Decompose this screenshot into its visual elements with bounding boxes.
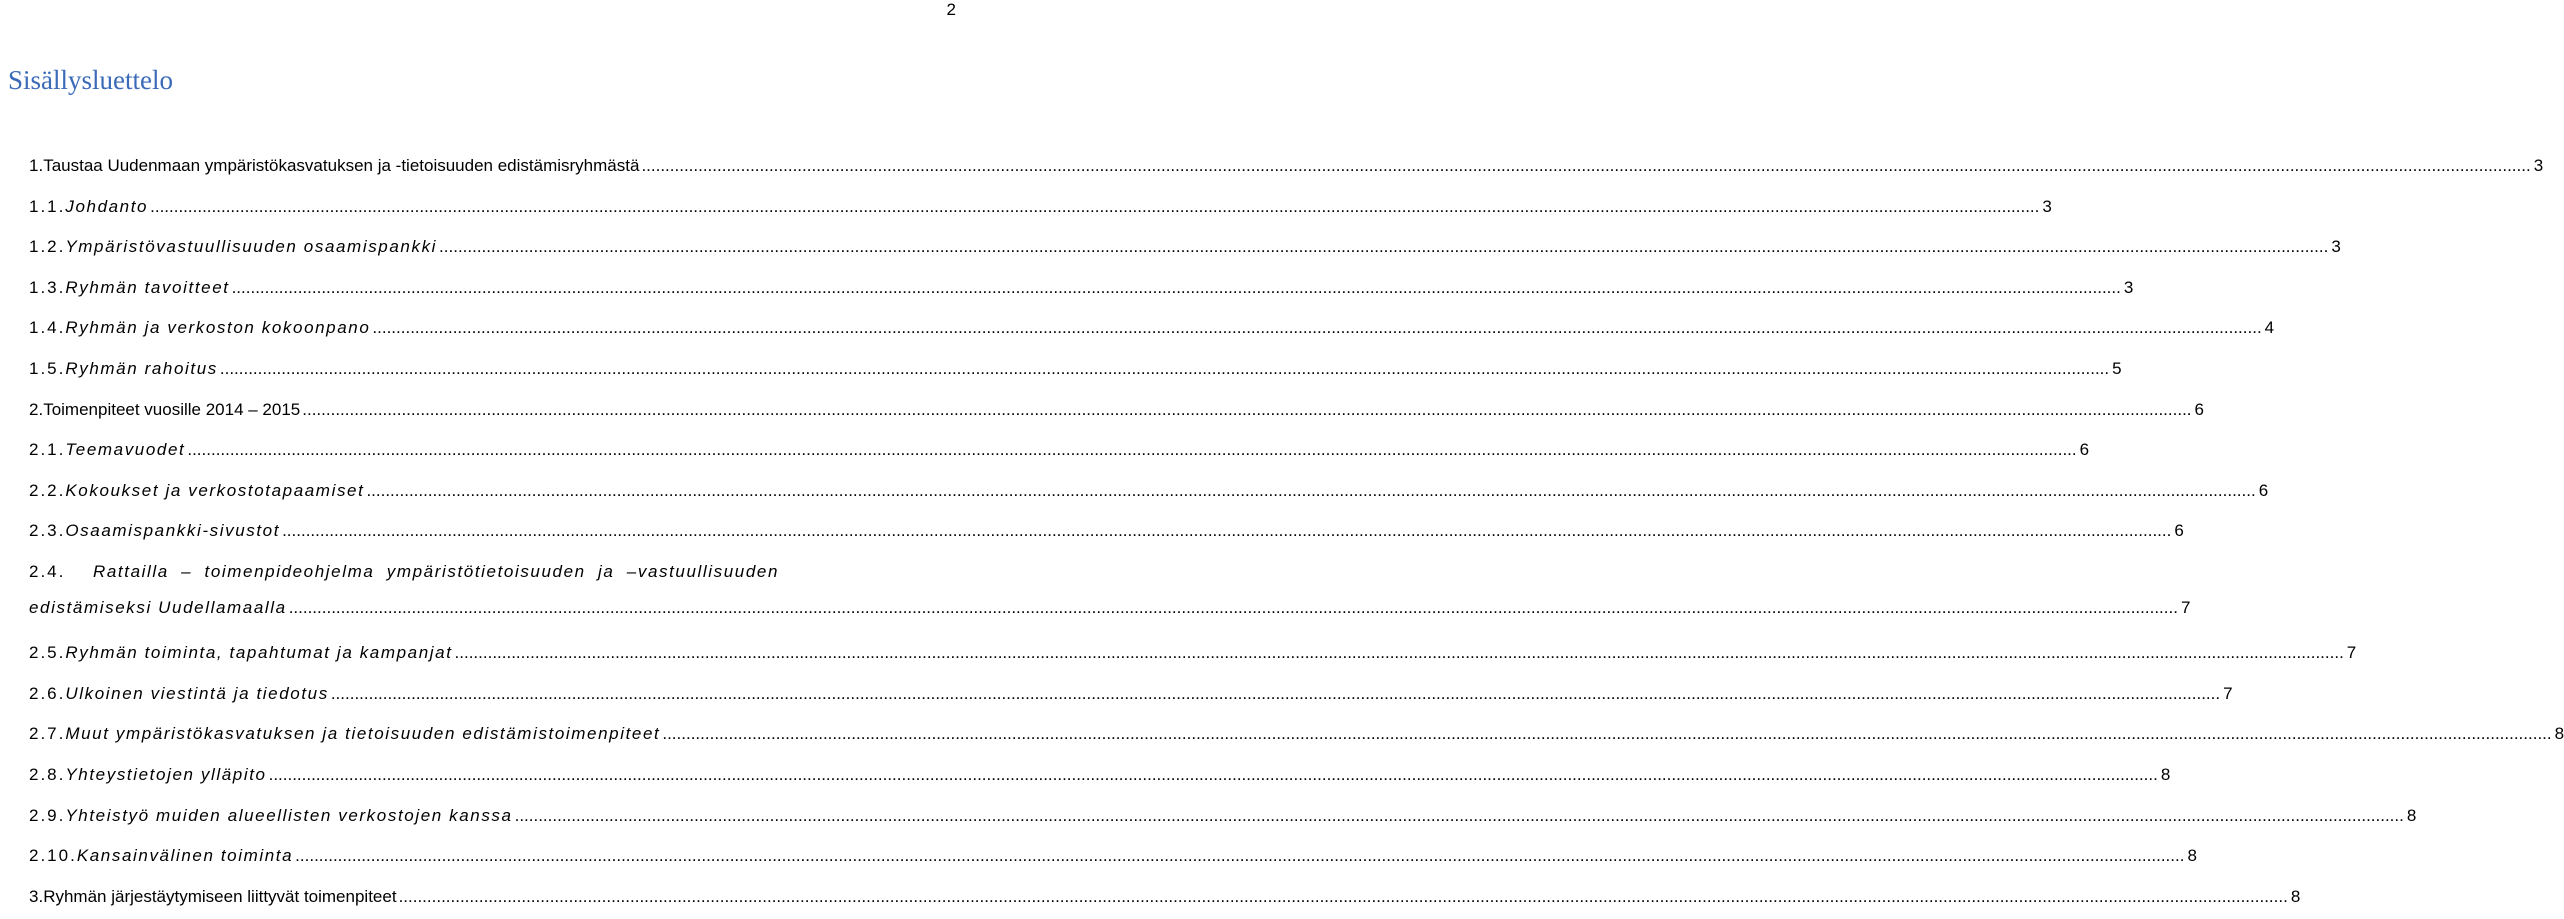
- toc-entry-page: 6: [2079, 440, 2090, 460]
- toc-entry-title: Ryhmän tavoitteet: [65, 277, 230, 297]
- toc-entry-number: 1.: [29, 156, 44, 175]
- toc-entry-page: 6: [2194, 399, 2204, 419]
- toc-entry-number: 1.5.: [29, 358, 66, 378]
- toc-entry-title: Ulkoinen viestintä ja tiedotus: [65, 683, 329, 703]
- toc-entry-1-3[interactable]: [29, 270, 2134, 311]
- toc-entry-number: 1.1.: [29, 196, 66, 216]
- toc-entry-number: 2.5.: [29, 643, 66, 663]
- toc-entry-2-1[interactable]: [29, 432, 2090, 473]
- toc-entry-1[interactable]: [29, 148, 2544, 189]
- toc-entry-2-4[interactable]: [29, 554, 2191, 635]
- toc-entry-page: 8: [2554, 724, 2564, 744]
- toc-entry-page: 3: [2533, 156, 2544, 175]
- toc-leader-dots: ................................................................................................................................................................................................................................................................................................................................................................................................................: [268, 764, 2158, 784]
- toc-leader-dots: ................................................................................................................................................................................................................................................................................................................................................................................................................: [330, 683, 2221, 703]
- toc-entry-number: 1.2.: [29, 237, 66, 257]
- toc-entry-2-10[interactable]: [29, 838, 2197, 879]
- toc-entry-number: 1.4.: [29, 318, 66, 338]
- toc-entry-page: 8: [2187, 846, 2197, 866]
- toc-entry-title: Ryhmän ja verkoston kokoonpano: [65, 318, 371, 338]
- toc-entry-number: 2.9.: [29, 805, 66, 825]
- toc-entry-title: Kansainvälinen toiminta: [76, 846, 294, 866]
- toc-entry-title: Yhteystietojen ylläpito: [65, 764, 267, 784]
- toc-entry-title: Yhteistyö muiden alueellisten verkostojen kanssa: [65, 805, 513, 825]
- toc-entry-page: 5: [2112, 358, 2122, 378]
- toc-entry-title: Ympäristövastuullisuuden osaamispankki: [65, 237, 438, 257]
- toc-leader-dots: ................................................................................................................................................................................................................................................................................................................................................................................................................: [662, 724, 2552, 744]
- toc-entry-1-5[interactable]: [29, 351, 2122, 392]
- toc-entry-title: Ryhmän toiminta, tapahtumat ja kampanjat: [65, 643, 453, 663]
- toc-entry-page: 7: [2223, 683, 2233, 703]
- toc-entry-title-line2: edistämiseksi Uudellamaalla: [29, 597, 287, 617]
- toc-entry-2-6[interactable]: [29, 676, 2233, 717]
- toc-entry-2-9[interactable]: [29, 798, 2417, 839]
- toc-entry-page: 6: [2258, 480, 2269, 500]
- toc-entry-1-4[interactable]: [29, 310, 2275, 351]
- toc-entry-title: Ryhmän järjestäytymiseen liittyvät toimenpiteet: [43, 886, 397, 906]
- toc-leader-dots: ................................................................................................................................................................................................................................................................................................................................................................................................................: [282, 521, 2172, 541]
- toc-entry-title: Muut ympäristökasvatuksen ja tietoisuuden edistämistoimenpiteet: [65, 724, 661, 744]
- toc-entry-3[interactable]: [29, 879, 2301, 919]
- toc-entry-number: 2.4.: [29, 561, 66, 581]
- toc-entry-number: 2.10.: [29, 846, 77, 866]
- toc-leader-dots: ................................................................................................................................................................................................................................................................................................................................................................................................................: [514, 805, 2404, 825]
- toc-entry-page: 8: [2160, 764, 2171, 784]
- toc-entry-page: 8: [2406, 805, 2417, 825]
- toc-entry-page: 7: [2346, 643, 2357, 663]
- toc-entry-page: 7: [2180, 597, 2191, 617]
- toc-entry-page: 4: [2264, 318, 2275, 338]
- toc-entry-number: 2.8.: [29, 764, 66, 784]
- toc-leader-dots: ................................................................................................................................................................................................................................................................................................................................................................................................................: [302, 399, 2192, 419]
- toc-entry-number: 2.3.: [29, 521, 66, 541]
- toc-entry-number: 2.: [29, 399, 44, 419]
- toc-entry-title: Taustaa Uudenmaan ympäristökasvatuksen ja -tietoisuuden edistämisryhmästä: [43, 156, 640, 175]
- toc-leader-dots: ................................................................................................................................................................................................................................................................................................................................................................................................................: [231, 277, 2121, 297]
- toc-entry-title: Teemavuodet: [65, 440, 186, 460]
- toc-entry-2-7[interactable]: [29, 716, 2564, 757]
- toc-leader-dots: ................................................................................................................................................................................................................................................................................................................................................................................................................: [219, 358, 2110, 378]
- page-number: 2: [946, 0, 956, 19]
- toc-entry-number: 1.3.: [29, 277, 66, 297]
- toc-entry-2[interactable]: [29, 392, 2204, 433]
- toc-entry-title: Johdanto: [65, 196, 149, 216]
- toc-entry-1-2[interactable]: [29, 229, 2341, 270]
- toc-entry-title: Osaamispankki-sivustot: [65, 521, 281, 541]
- toc-entry-number: 3.: [29, 886, 44, 906]
- toc-entry-page: 3: [2123, 277, 2134, 297]
- toc-leader-dots: ................................................................................................................................................................................................................................................................................................................................................................................................................: [288, 597, 2178, 617]
- toc-entry-title: Kokoukset ja verkostotapaamiset: [65, 480, 365, 500]
- toc-entry-number: 2.1.: [29, 440, 66, 460]
- toc-entry-2-2[interactable]: [29, 473, 2269, 514]
- toc-leader-dots: ................................................................................................................................................................................................................................................................................................................................................................................................................: [372, 318, 2262, 338]
- toc-entry-page: 6: [2174, 521, 2184, 541]
- toc-leader-dots: ................................................................................................................................................................................................................................................................................................................................................................................................................: [150, 196, 2040, 216]
- table-of-contents: [29, 148, 2564, 919]
- toc-title: Sisällysluettelo: [8, 65, 173, 95]
- toc-entry-page: 8: [2290, 886, 2301, 906]
- toc-entry-2-5[interactable]: [29, 635, 2357, 676]
- toc-entry-1-1[interactable]: [29, 189, 2052, 230]
- toc-entry-2-8[interactable]: [29, 757, 2171, 798]
- toc-entry-2-3[interactable]: [29, 513, 2184, 554]
- toc-leader-dots: ................................................................................................................................................................................................................................................................................................................................................................................................................: [398, 886, 2288, 906]
- toc-leader-dots: ................................................................................................................................................................................................................................................................................................................................................................................................................: [454, 643, 2344, 663]
- toc-entry-title: Toimenpiteet vuosille 2014 – 2015: [43, 399, 301, 419]
- toc-leader-dots: ................................................................................................................................................................................................................................................................................................................................................................................................................: [439, 237, 2329, 257]
- toc-entry-number: 2.7.: [29, 724, 66, 744]
- toc-leader-dots: ................................................................................................................................................................................................................................................................................................................................................................................................................: [187, 440, 2077, 460]
- toc-entry-number: 2.2.: [29, 480, 66, 500]
- toc-leader-dots: ................................................................................................................................................................................................................................................................................................................................................................................................................: [641, 156, 2531, 175]
- toc-leader-dots: ................................................................................................................................................................................................................................................................................................................................................................................................................: [366, 480, 2256, 500]
- toc-entry-page: 3: [2042, 196, 2052, 216]
- toc-leader-dots: ................................................................................................................................................................................................................................................................................................................................................................................................................: [295, 846, 2185, 866]
- toc-entry-title: Ryhmän rahoitus: [65, 358, 218, 378]
- toc-entry-page: 3: [2331, 237, 2341, 257]
- toc-entry-title-line1: Rattailla – toimenpideohjelma ympäristötietoisuuden ja –vastuullisuuden: [93, 561, 780, 581]
- toc-entry-number: 2.6.: [29, 683, 66, 703]
